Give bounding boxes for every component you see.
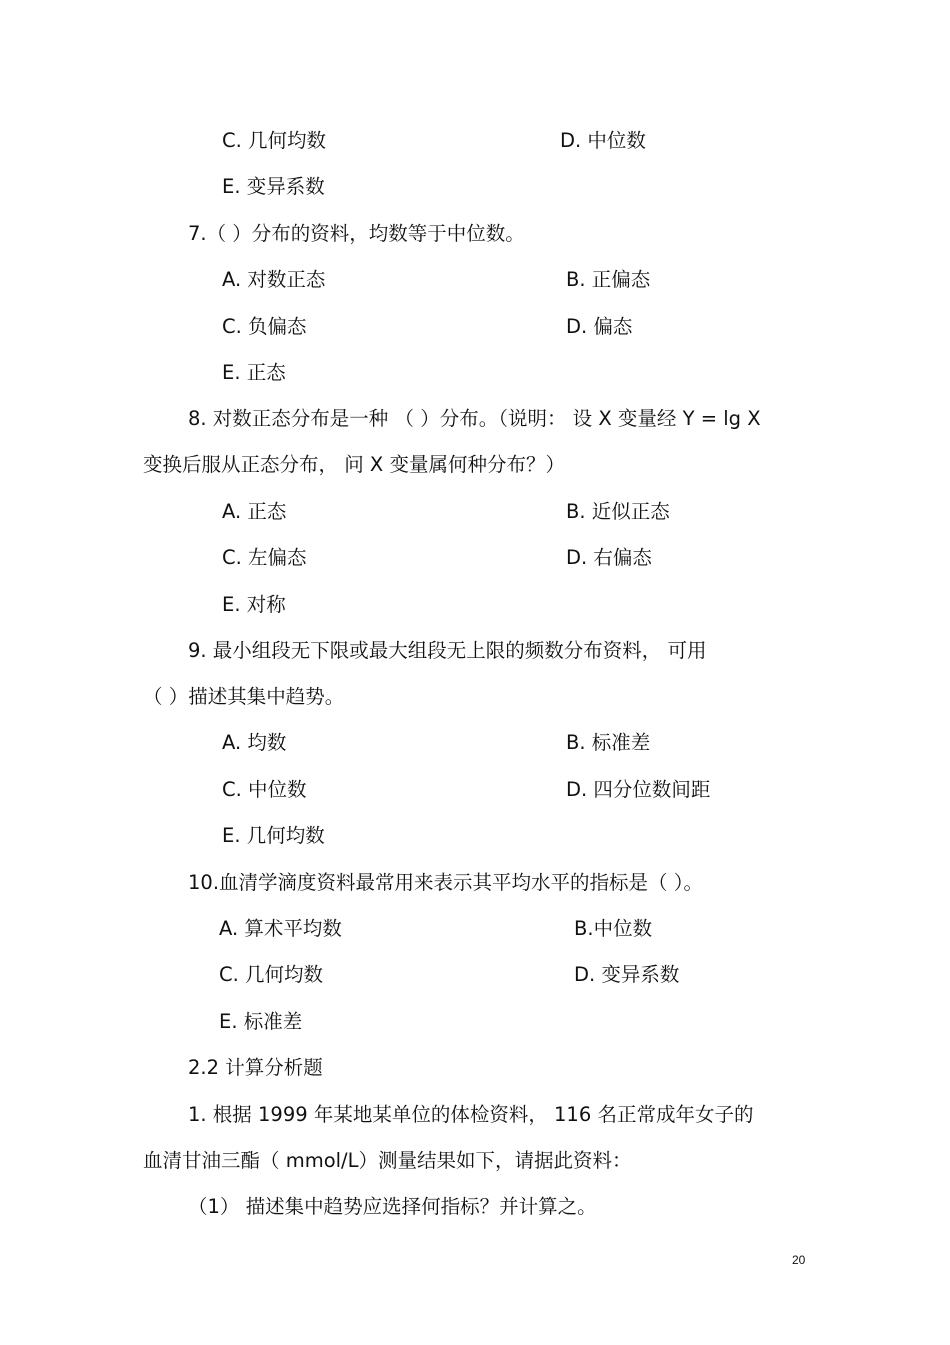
q8-option-c: C. 左偏态 — [222, 546, 307, 569]
page-number: 20 — [792, 1253, 806, 1267]
q7-option-d: D. 偏态 — [566, 315, 633, 338]
q9-stem-line1: 9. 最小组段无下限或最大组段无上限的频数分布资料， 可用 — [188, 639, 707, 662]
q10-option-b: B.中位数 — [574, 917, 653, 940]
q8-option-d: D. 右偏态 — [566, 546, 652, 569]
q6-option-c: C. 几何均数 — [222, 129, 327, 152]
problem1-subquestion-1: （1） 描述集中趋势应选择何指标？并计算之。 — [188, 1195, 597, 1218]
q9-option-e: E. 几何均数 — [222, 824, 325, 847]
problem1-line2: 血清甘油三酯（ mmol/L）测量结果如下，请据此资料： — [143, 1149, 632, 1172]
q7-stem: 7.（ ）分布的资料，均数等于中位数。 — [188, 222, 525, 245]
q10-option-e: E. 标准差 — [219, 1010, 303, 1033]
q8-stem-line1: 8. 对数正态分布是一种 （ ）分布。（说明： 设 X 变量经 Y = lg X — [188, 407, 761, 430]
q7-option-a: A. 对数正态 — [222, 268, 326, 291]
q10-stem: 10.血清学滴度资料最常用来表示其平均水平的指标是（ ）。 — [188, 871, 703, 894]
q9-option-c: C. 中位数 — [222, 778, 307, 801]
q8-option-b: B. 近似正态 — [566, 500, 670, 523]
q9-option-d: D. 四分位数间距 — [566, 778, 711, 801]
q10-option-d: D. 变异系数 — [574, 963, 680, 986]
section-heading: 2.2 计算分析题 — [188, 1056, 323, 1079]
q7-option-b: B. 正偏态 — [566, 268, 651, 291]
q9-stem-line2: （ ）描述其集中趋势。 — [143, 685, 345, 708]
q10-option-c: C. 几何均数 — [219, 963, 324, 986]
q8-stem-line2: 变换后服从正态分布， 问 X 变量属何种分布？） — [143, 453, 565, 476]
q9-option-b: B. 标准差 — [566, 731, 651, 754]
q8-option-a: A. 正态 — [222, 500, 287, 523]
q7-option-e: E. 正态 — [222, 361, 286, 384]
q6-option-e: E. 变异系数 — [222, 175, 325, 198]
q7-option-c: C. 负偏态 — [222, 315, 307, 338]
problem1-line1: 1. 根据 1999 年某地某单位的体检资料， 116 名正常成年女子的 — [188, 1103, 754, 1126]
q8-option-e: E. 对称 — [222, 593, 286, 616]
q10-option-a: A. 算术平均数 — [219, 917, 342, 940]
q6-option-d: D. 中位数 — [560, 129, 646, 152]
q9-option-a: A. 均数 — [222, 731, 287, 754]
